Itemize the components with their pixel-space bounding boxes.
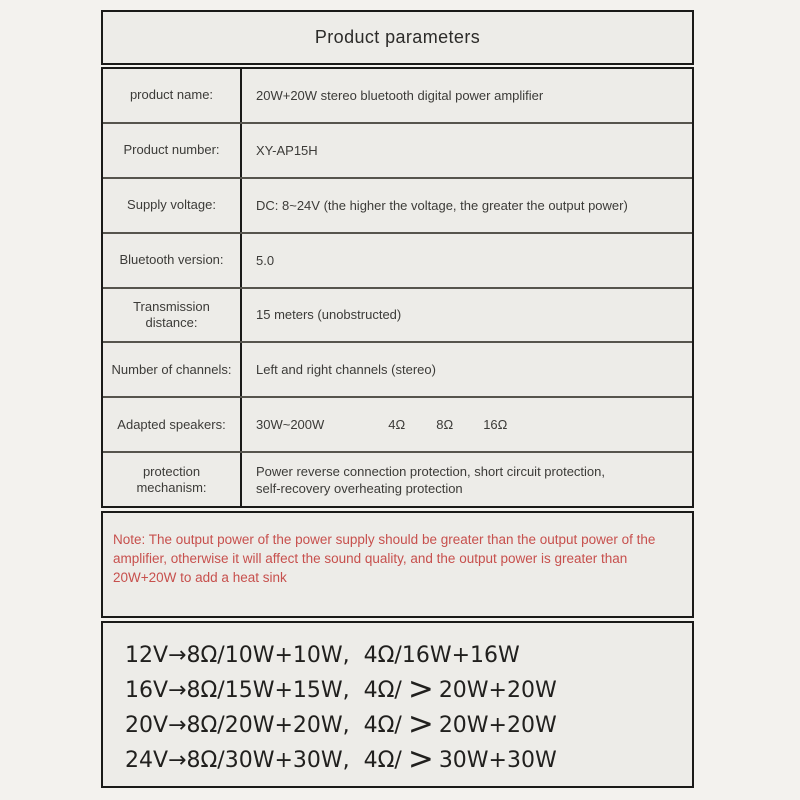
spec-label-product-name: product name: bbox=[103, 69, 242, 122]
impedance-option-16ohm: 16Ω bbox=[483, 417, 508, 433]
greater-than-symbol: > bbox=[407, 706, 434, 742]
spec-label-supply-voltage: Supply voltage: bbox=[103, 179, 242, 232]
greater-than-symbol: > bbox=[407, 741, 434, 777]
power-row-12v bbox=[125, 638, 692, 673]
power-output-panel bbox=[101, 621, 694, 788]
spec-value-text: DC: 8~24V (the higher the voltage, the greater the output power) bbox=[256, 197, 628, 213]
table-row bbox=[103, 179, 692, 234]
greater-than-symbol: > bbox=[407, 671, 434, 707]
spec-value-product-number bbox=[242, 124, 692, 177]
spec-value-text: 15 meters (unobstructed) bbox=[256, 307, 402, 323]
spec-value-number-of-channels bbox=[242, 343, 692, 396]
spec-label-transmission-distance: Transmission distance: bbox=[103, 289, 242, 342]
spec-value-transmission-distance bbox=[242, 289, 692, 342]
table-row bbox=[103, 124, 692, 179]
spec-value-protection-mechanism bbox=[242, 453, 692, 506]
page-title: Product parameters bbox=[314, 27, 481, 47]
spec-value-text: 30W~200W bbox=[256, 417, 325, 433]
table-row bbox=[103, 69, 692, 124]
table-row bbox=[103, 343, 692, 398]
spec-value-product-name bbox=[242, 69, 692, 122]
note-line: Note: The output power of the power supply should be greater than the output power of the bbox=[113, 532, 656, 547]
spec-value-text: XY-AP15H bbox=[256, 142, 318, 158]
spec-value-line: self-recovery overheating protection bbox=[256, 480, 463, 496]
spec-label-product-number: Product number: bbox=[103, 124, 242, 177]
power-row-prefix: 24V→8Ω/30W+30W, 4Ω/ bbox=[125, 748, 402, 773]
table-row bbox=[103, 234, 692, 289]
power-row-16v bbox=[125, 673, 692, 708]
spec-value-supply-voltage bbox=[242, 179, 692, 232]
impedance-option-4ohm: 4Ω bbox=[388, 417, 406, 433]
note-panel bbox=[101, 511, 694, 618]
power-row-suffix: 20W+20W bbox=[438, 713, 557, 738]
spec-value-adapted-speakers bbox=[242, 398, 692, 451]
spec-value-text: 5.0 bbox=[256, 252, 275, 268]
power-row-suffix: 20W+20W bbox=[438, 678, 557, 703]
table-row bbox=[103, 289, 692, 344]
table-row bbox=[103, 453, 692, 506]
power-row-prefix: 20V→8Ω/20W+20W, 4Ω/ bbox=[125, 713, 402, 738]
spec-label-protection-mechanism bbox=[103, 453, 242, 506]
spec-value-bluetooth-version bbox=[242, 234, 692, 287]
table-row bbox=[103, 398, 692, 453]
spec-label-bluetooth-version: Bluetooth version: bbox=[103, 234, 242, 287]
note-line: amplifier, otherwise it will affect the sound quality, and the output power is greater than bbox=[113, 551, 628, 566]
power-row-prefix: 16V→8Ω/15W+15W, 4Ω/ bbox=[125, 678, 402, 703]
power-row-24v bbox=[125, 743, 692, 778]
title-panel bbox=[101, 10, 694, 65]
spec-value-text: 20W+20W stereo bluetooth digital power amplifier bbox=[256, 87, 544, 103]
note-line: 20W+20W to add a heat sink bbox=[113, 570, 287, 585]
spec-label-number-of-channels: Number of channels: bbox=[103, 343, 242, 396]
spec-label-line: mechanism: bbox=[136, 479, 207, 495]
power-row-20v bbox=[125, 708, 692, 743]
spec-value-line: Power reverse connection protection, short circuit protection, bbox=[256, 463, 606, 479]
spec-table bbox=[101, 67, 694, 508]
spec-value-text: Left and right channels (stereo) bbox=[256, 362, 436, 378]
spec-label-adapted-speakers: Adapted speakers: bbox=[103, 398, 242, 451]
impedance-option-8ohm: 8Ω bbox=[436, 417, 454, 433]
power-row-suffix: 30W+30W bbox=[438, 748, 557, 773]
power-row-prefix: 12V→8Ω/10W+10W, 4Ω/16W+16W bbox=[125, 643, 520, 668]
spec-label-line: protection bbox=[142, 463, 201, 479]
